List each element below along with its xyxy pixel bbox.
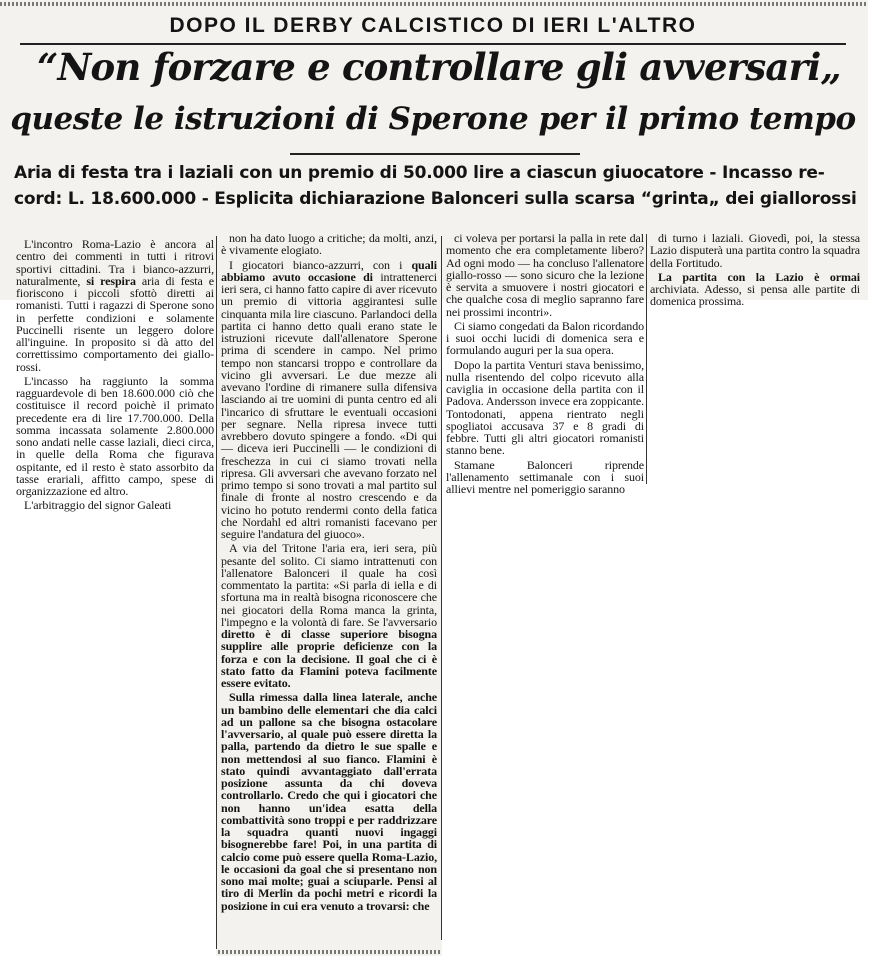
paragraph: non ha dato luogo a critiche; da molti, anzi, è vivamente elogiato. — [221, 231, 437, 258]
article-kicker: DOPO IL DERBY CALCISTICO DI IERI L'ALTRO — [20, 12, 846, 45]
paragraph-text: A via del Tritone l'aria era, ieri sera, più pesante del solito. Ci siamo intrattenuti con l'allenatore Balonceri il quale ha così commentato la partita: «Si parla di iella e di sfortuna ma in realtà bisogna riconoscere che nei giocatori della Roma manca la grinta, l'impegno e la volontà di fare. Se l'avversario — [221, 541, 437, 629]
paragraph-text-bold: diretto è di classe superiore bisogna supplire alle proprie deficienze con la forza e con la decisione. Il goal che ci è stato fatto da Flamini poteva facilmente essere evitato. — [221, 627, 437, 690]
paragraph: L'arbitraggio del signor Galeati — [24, 498, 172, 513]
paragraph — [650, 271, 860, 308]
perforated-edge-top — [0, 2, 866, 6]
headline-main: “Non forzare e controllare gli avversari„ — [36, 45, 842, 89]
paragraph: Sulla rimessa dalla linea laterale, anche un bambino delle elementari che dia calci ad un pallone sa che bisogna ostacolare l'avversario, al quale può essere diretta la palla, partendo da dietro le sue spalle e non mettendosi al suo fianco. Flamini è stato quindi avvantaggiato dall'errata posizione assunta da chi doveva controllarlo. Credo che qui i giocatori che non hanno un'idea esatta della combattività sono troppi e per raddrizzare la squadra quanti nuovi ingaggi bisognerebbe fare! Poi, in una partita di calcio come può essere quella Roma-Lazio, le occasioni da goal che si presentano non sono mai molte; guai a sciuparle. Pensi al tiro di Merlin da pochi metri e ricordi la posizione in cui era venuto a trovarsi: che — [221, 690, 437, 913]
paragraph-text: intrattenerci ieri sera, ci hanno fatto capire di aver ricevuto un premio di vittoria aggirantesi sulle cinquanta mila lire ciascuno. Parlandoci della partita ci hanno detto quali erano state le istruzioni ricevute dall'allenatore Sperone prima di scendere in campo. Nel primo tempo non stancarsi troppo e controllare da vicino gli avversari. Le due mezze ali avevano l'ordine di rimanere sulla difensiva lasciando ai tre uomini di punta centro ed ali l'incarico di sfruttare le eventuali occasioni per segnare. Nella ripresa invece tutti avrebbero dovuto spingere a fondo. «Di qui — diceva ieri Puccinelli — le condizioni di freschezza in cui ci siamo trovati nella ripresa. Gli avversari che avevano forzato nel primo tempo si sono trovati a mal partito sul finale di fronte al nostro crescendo e da vicino ho potuto rendermi conto della fatica che Nordahl ed altri romanisti facevano per seguire l'andatura del giuoco». — [221, 269, 437, 541]
headline-sub: queste le istruzioni di Sperone per il primo tempo — [10, 101, 856, 137]
column-divider — [216, 236, 217, 949]
paragraph-text: archiviata. Adesso, si pensa alle partite di domenica prossima. — [650, 282, 860, 309]
paragraph: L'incasso ha raggiunto la somma ragguardevole di ben 18.600.000 ciò che costituisce il record poichè il primato precedente era di lire 17.700.000. Della somma incassata solamente 2.800.000 sono andati nelle casse laziali, dieci circa, in quelle della Roma che figurava ospitante, ed il resto è stato assorbito da tasse erariali, affitto campo, spese di organizzazione ed altro. — [16, 373, 214, 498]
paragraph-text: aria di festa e fioriscono i piccoli sfottò diretti ai romanisti. Tutti i ragazzi di Sperone sono in perfette condizioni e solamente Puccinelli risente un leggero dolore all'inguine. In proposito si dà atto del correttissimo comportamento dei giallo-rossi. — [16, 273, 214, 374]
deck-line-2: cord: L. 18.600.000 - Esplicita dichiarazione Balonceri sulla scarsa “grinta„ dei giallorossi — [14, 189, 857, 209]
paragraph-text: L'incontro Roma-Lazio è ancora al centro dei commenti in tutti i ritrovi sportivi cittadini. Tra i bianco-azzurri, naturalmente, — [16, 237, 214, 288]
deck-line-1: Aria di festa tra i laziali con un premio di 50.000 lire a ciascun giuocatore - Incasso re- — [14, 163, 825, 183]
body-column-2 — [221, 232, 437, 912]
column-divider — [646, 234, 647, 484]
paragraph-text-bold: La partita con la Lazio è ormai — [658, 269, 860, 284]
paragraph — [221, 542, 437, 689]
paragraph: di turno i laziali. Giovedì, poi, la stessa Lazio disputerà una partita contro la squadra della Fortitudo. — [650, 231, 860, 270]
paragraph: Stamane Balonceri riprende l'allenamento settimanale con i suoi allievi mentre nel pomeriggio saranno — [446, 457, 644, 496]
paragraph-text: I giocatori bianco-azzurri, con i — [229, 257, 412, 272]
body-column-4 — [650, 232, 860, 308]
column-divider — [441, 236, 442, 940]
headline-rule — [290, 153, 580, 155]
perforated-edge-bottom — [218, 950, 440, 954]
article-deck — [14, 160, 860, 212]
paragraph — [221, 259, 437, 541]
paragraph-text-bold: si respira — [86, 273, 136, 288]
paragraph: ci voleva per portarsi la palla in rete dal momento che era completamente libero? Ad ogni modo — ha concluso l'allenatore giallo-rosso — sono sicuro che la lezione è servita a smuovere i nostri giocatori e che qualche cosa di meglio sapranno fare nei prossimi incontri». — [446, 231, 644, 319]
paragraph: Ci siamo congedati da Balon ricordando i suoi occhi lucidi di domenica sera e formulando auguri per la sua opera. — [446, 318, 644, 358]
paragraph-text-bold: quali abbiamo avuto occasione di — [221, 257, 437, 284]
body-column-1 — [16, 238, 214, 512]
paragraph: Dopo la partita Venturi stava benissimo, nulla risentendo del colpo ricevuto alla caviglia in occasione della partita con il Padova. Andersson invece era zoppicante. Tontodonati, appena rientrato negli spogliatoi accusava 37 e 8 gradi di febbre. Tutti gli altri giocatori romanisti stanno bene. — [446, 357, 644, 458]
body-column-3 — [446, 232, 644, 495]
paragraph — [16, 238, 214, 373]
